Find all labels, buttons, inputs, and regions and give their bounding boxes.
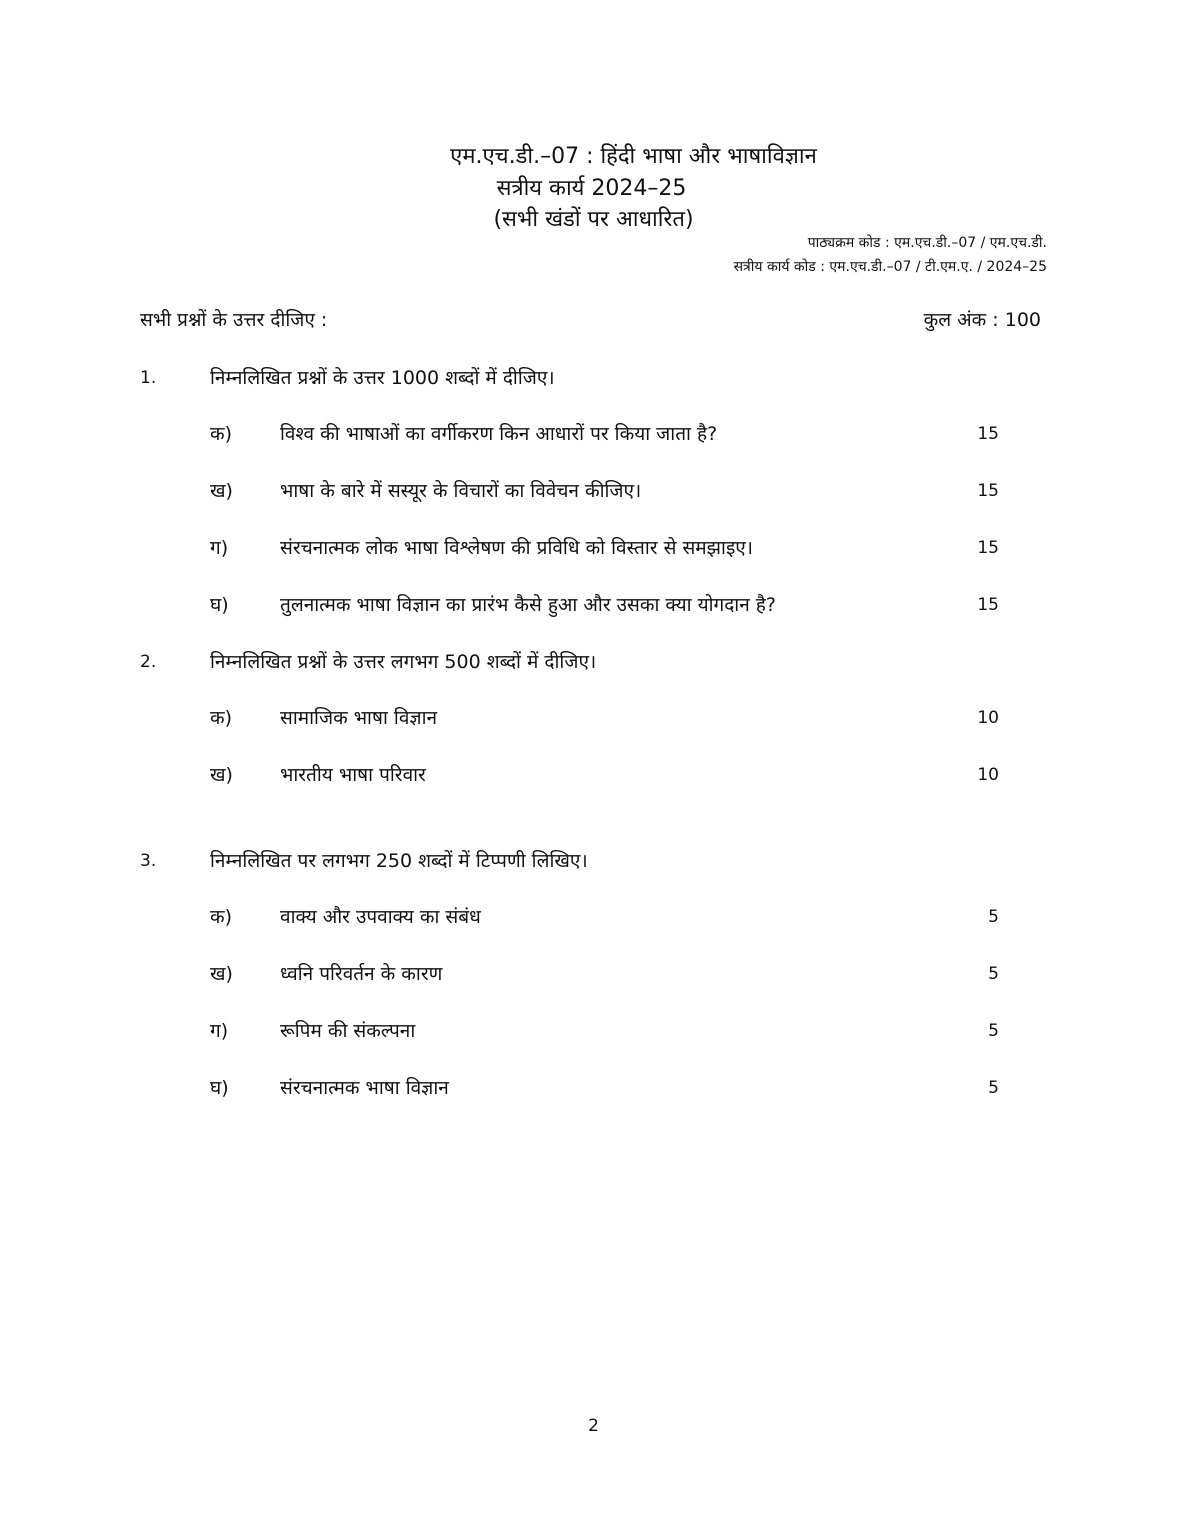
part-marks: 10	[977, 765, 999, 785]
assignment-code: सत्रीय कार्य कोड : एम.एच.डी.–07 / टी.एम.ए. / 2024–25	[733, 259, 1047, 275]
instructions-text: सभी प्रश्नों के उत्तर दीजिए :	[140, 309, 328, 331]
part-text: भाषा के बारे में सस्यूर के विचारों का विवेचन कीजिए।	[280, 480, 642, 502]
document-title: एम.एच.डी.–07 : हिंदी भाषा और भाषाविज्ञान	[450, 144, 817, 169]
part-marks: 15	[977, 481, 999, 501]
question-number: 1.	[140, 368, 157, 388]
part-label: क)	[210, 423, 233, 445]
page-number: 2	[588, 1416, 599, 1436]
part-label: ख)	[210, 480, 233, 502]
course-code: पाठ्यक्रम कोड : एम.एच.डी.–07 / एम.एच.डी.	[807, 235, 1047, 251]
part-marks: 5	[988, 1021, 999, 1041]
part-label: ग)	[210, 1020, 229, 1042]
part-text: संरचनात्मक भाषा विज्ञान	[280, 1077, 449, 1099]
part-marks: 5	[988, 1078, 999, 1098]
document-subtitle: सत्रीय कार्य 2024–25	[496, 176, 687, 201]
question-heading: निम्नलिखित प्रश्नों के उत्तर 1000 शब्दों में दीजिए।	[210, 367, 555, 389]
part-text: ध्वनि परिवर्तन के कारण	[280, 963, 443, 985]
part-marks: 10	[977, 708, 999, 728]
question-number: 2.	[140, 652, 157, 672]
part-text: सामाजिक भाषा विज्ञान	[280, 707, 438, 729]
document-note: (सभी खंडों पर आधारित)	[493, 207, 694, 232]
part-marks: 15	[977, 424, 999, 444]
part-text: संरचनात्मक लोक भाषा विश्लेषण की प्रविधि को विस्तार से समझाइए।	[280, 537, 753, 559]
part-marks: 5	[988, 907, 999, 927]
part-marks: 15	[977, 595, 999, 615]
part-label: क)	[210, 707, 233, 729]
part-text: रूपिम की संकल्पना	[280, 1020, 416, 1042]
part-label: ख)	[210, 764, 233, 786]
part-label: क)	[210, 906, 233, 928]
part-text: तुलनात्मक भाषा विज्ञान का प्रारंभ कैसे हुआ और उसका क्या योगदान है?	[280, 594, 776, 616]
total-marks: कुल अंक : 100	[923, 309, 1041, 331]
part-label: ख)	[210, 963, 233, 985]
part-label: घ)	[210, 1077, 229, 1099]
question-heading: निम्नलिखित प्रश्नों के उत्तर लगभग 500 शब्दों में दीजिए।	[210, 651, 597, 673]
part-text: विश्व की भाषाओं का वर्गीकरण किन आधारों पर किया जाता है?	[280, 423, 718, 445]
part-text: भारतीय भाषा परिवार	[280, 764, 426, 786]
part-marks: 5	[988, 964, 999, 984]
question-number: 3.	[140, 851, 157, 871]
question-heading: निम्नलिखित पर लगभग 250 शब्दों में टिप्पणी लिखिए।	[210, 850, 588, 872]
part-label: घ)	[210, 594, 229, 616]
part-text: वाक्य और उपवाक्य का संबंध	[280, 906, 481, 928]
part-marks: 15	[977, 538, 999, 558]
part-label: ग)	[210, 537, 229, 559]
